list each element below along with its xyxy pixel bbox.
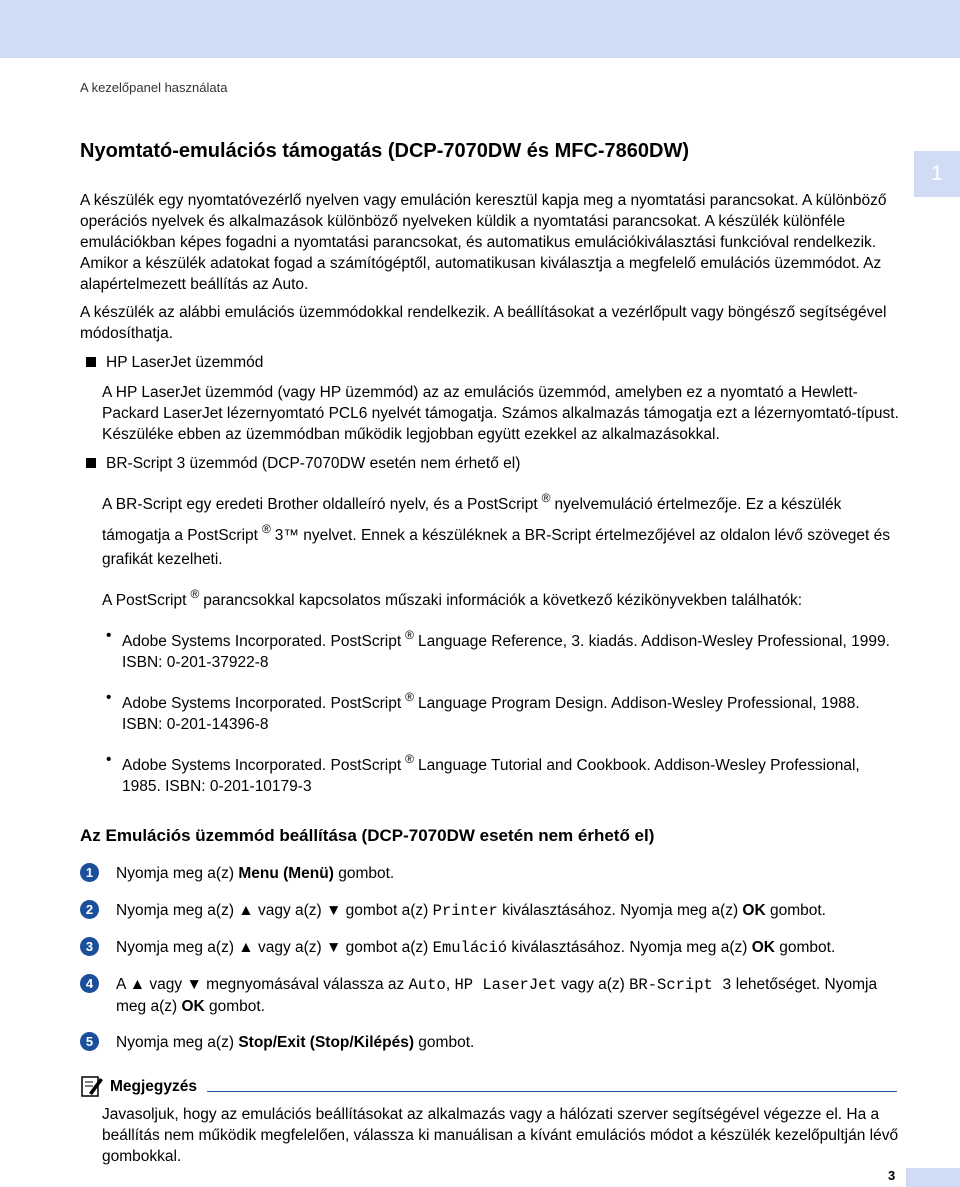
- mode-text-hp: A HP LaserJet üzemmód (vagy HP üzemmód) az az emulációs üzemmód, amelyben ez a nyomtató a Hewlett-Packard LaserJet lézernyomtató PCL6 nyelvét támogatja. Számos alkalmazás támogatja ezt a lézernyomtató-típust. Készüléke ebben az üzemmódban működik legjobban együtt ezekkel az alkalmazásokkal.: [102, 384, 899, 443]
- step-number: 1: [80, 863, 99, 882]
- note-header: [80, 1074, 900, 1098]
- reference-item: • Adobe Systems Incorporated. PostScript ® Language Reference, 3. kiadás. Addison-Wesley Professional, 1999. ISBN: 0-201-37922-8: [102, 625, 900, 673]
- square-bullet-icon: [86, 458, 96, 468]
- postscript-paragraph: A PostScript ® parancsokkal kapcsolatos műszaki információk a következő kézikönyvekben találhatók:: [102, 587, 803, 609]
- step-number: 5: [80, 1032, 99, 1051]
- reference-item: • Adobe Systems Incorporated. PostScript ® Language Tutorial and Cookbook. Addison-Wesley Professional, 1985. ISBN: 0-201-10179-3: [102, 749, 900, 797]
- square-bullet-icon: [86, 357, 96, 367]
- step-number: 3: [80, 937, 99, 956]
- page-content: [80, 138, 900, 1167]
- note-title: Megjegyzés: [110, 1077, 198, 1095]
- page-number-bar: [906, 1168, 960, 1187]
- chapter-tab: 1: [914, 151, 960, 197]
- step-number: 4: [80, 974, 99, 993]
- mode-text-brscript: A BR-Script egy eredeti Brother oldalleíró nyelv, és a PostScript ® nyelvemuláció értelmezője. Ez a készülék támogatja a PostScript ® 3™ nyelvet. Ennek a készüléknek a BR-Script értelmezőjével az oldalon lévő szöveget és grafikát kezelheti.: [102, 491, 890, 568]
- running-header: A kezelőpanel használata: [80, 80, 228, 95]
- section-title: Nyomtató-emulációs támogatás (DCP-7070DW és MFC-7860DW): [80, 140, 690, 162]
- top-color-band: [0, 0, 960, 58]
- step-1: 1 Nyomja meg a(z) Menu (Menü) gombot.: [80, 863, 900, 885]
- reference-item: • Adobe Systems Incorporated. PostScript ® Language Program Design. Addison-Wesley Professional, 1988. ISBN: 0-201-14396-8: [102, 687, 900, 735]
- note-divider: [207, 1091, 897, 1092]
- page-number: 3: [888, 1168, 896, 1183]
- mode-heading-hp: HP LaserJet üzemmód: [80, 352, 900, 373]
- intro-paragraph-2: A készülék az alábbi emulációs üzemmódokkal rendelkezik. A beállításokat a vezérlőpult vagy böngésző segítségével módosíthatja.: [80, 304, 887, 342]
- note-text: Javasoljuk, hogy az emulációs beállításokat az alkalmazás vagy a hálózati szerver segítségével végezze el. Ha a beállítás nem működik megfelelően, válassza ki manuálisan a kívánt emulációs módot a készülék kezelőpultján lévő gombokkal.: [102, 1106, 899, 1165]
- step-2: 2 Nyomja meg a(z) ▲ vagy a(z) ▼ gombot a(z) Printer kiválasztásához. Nyomja meg a(z) OK gombot.: [80, 900, 900, 922]
- step-4: 4 A ▲ vagy ▼ megnyomásával válassza az Auto, HP LaserJet vagy a(z) BR-Script 3 lehetőséget. Nyomja meg a(z) OK gombot.: [80, 974, 900, 1017]
- note-pencil-icon: [80, 1074, 104, 1098]
- step-3: 3 Nyomja meg a(z) ▲ vagy a(z) ▼ gombot a(z) Emuláció kiválasztásához. Nyomja meg a(z) OK gombot.: [80, 937, 900, 959]
- subsection-title: Az Emulációs üzemmód beállítása (DCP-7070DW esetén nem érhető el): [80, 826, 655, 845]
- step-5: 5 Nyomja meg a(z) Stop/Exit (Stop/Kilépés) gombot.: [80, 1032, 900, 1054]
- intro-paragraph: A készülék egy nyomtatóvezérlő nyelven vagy emuláción keresztül kapja meg a nyomtatási parancsokat. A különböző operációs nyelvek és alkalmazások különböző nyelveken küldik a nyomtatási parancsokat. A készülék különféle emulációkban képes fogadni a nyomtatási parancsokat, és automatikus emulációkiválasztási funkcióval rendelkezik. Amikor a készülék adatokat fogad a számítógéptől, automatikusan kiválasztja a megfelelő emulációs üzemmódot. Az alapértelmezett beállítás az Auto.: [80, 192, 887, 293]
- step-number: 2: [80, 900, 99, 919]
- mode-heading-brscript: BR-Script 3 üzemmód (DCP-7070DW esetén nem érhető el): [80, 453, 900, 474]
